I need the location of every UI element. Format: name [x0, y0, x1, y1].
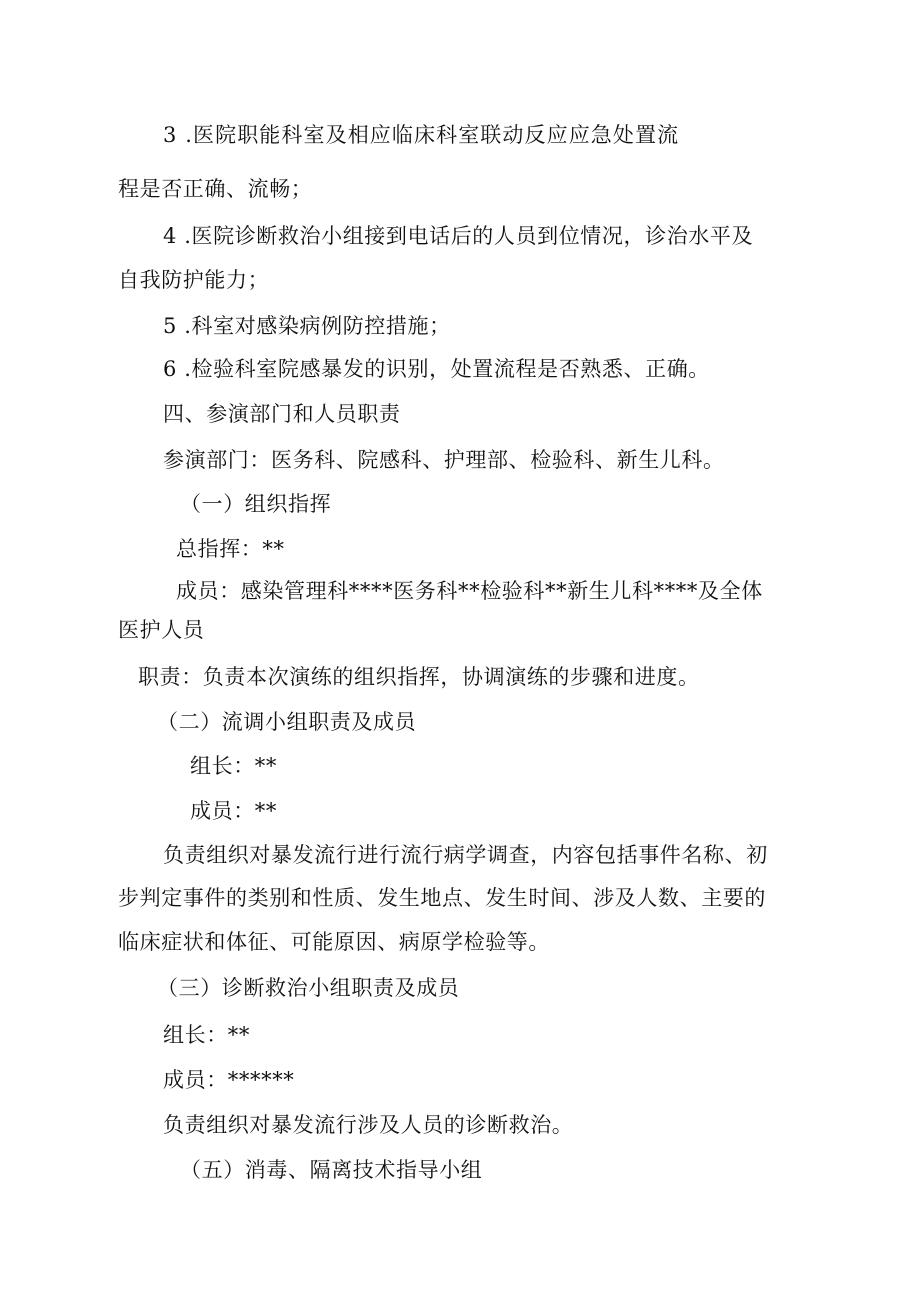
- paragraph-item-4-continued: 自我防护能力；: [118, 268, 270, 292]
- team-leader-line-3: 组长：**: [163, 1023, 250, 1047]
- epidemiology-duty-line-1: 负责组织对暴发流行进行流行病学调查，内容包括事件名称、初: [163, 843, 768, 867]
- paragraph-item-3: 3 .医院职能科室及相应临床科室联动反应应急处置流: [163, 123, 680, 147]
- paragraph-item-4: 4 .医院诊断救治小组接到电话后的人员到位情况，诊治水平及: [163, 224, 754, 248]
- team-leader-line-2: 组长：**: [190, 754, 277, 778]
- paragraph-item-6: 6 .检验科室院感暴发的识别，处置流程是否熟悉、正确。: [163, 357, 710, 381]
- subsection-heading-2: （二）流调小组职责及成员: [157, 710, 417, 734]
- subsection-heading-3: （三）诊断救治小组职责及成员: [157, 976, 460, 1000]
- team-members-line-3: 成员：******: [163, 1068, 295, 1092]
- participating-departments: 参演部门：医务科、院感科、护理部、检验科、新生儿科。: [163, 448, 725, 472]
- members-line: 成员：感染管理科****医务科**检验科**新生儿科****及全体: [176, 579, 763, 603]
- commander-line: 总指挥：**: [176, 537, 285, 561]
- epidemiology-duty-line-3: 临床症状和体征、可能原因、病原学检验等。: [118, 930, 550, 954]
- subsection-heading-1: （一）组织指挥: [180, 492, 332, 516]
- section-heading-4: 四、参演部门和人员职责: [163, 402, 401, 426]
- members-line-continued: 医护人员: [118, 618, 205, 642]
- epidemiology-duty-line-2: 步判定事件的类别和性质、发生地点、发生时间、涉及人数、主要的: [118, 886, 766, 910]
- paragraph-item-5: 5 .科室对感染病例防控措施；: [163, 314, 451, 338]
- team-members-line-2: 成员：**: [190, 799, 277, 823]
- subsection-heading-5: （五）消毒、隔离技术指导小组: [180, 1158, 483, 1182]
- diagnosis-duty-line: 负责组织对暴发流行涉及人员的诊断救治。: [163, 1113, 574, 1137]
- paragraph-item-3-continued: 程是否正确、流畅；: [118, 177, 313, 201]
- responsibility-line: 职责：负责本次演练的组织指挥，协调演练的步骤和进度。: [138, 665, 700, 689]
